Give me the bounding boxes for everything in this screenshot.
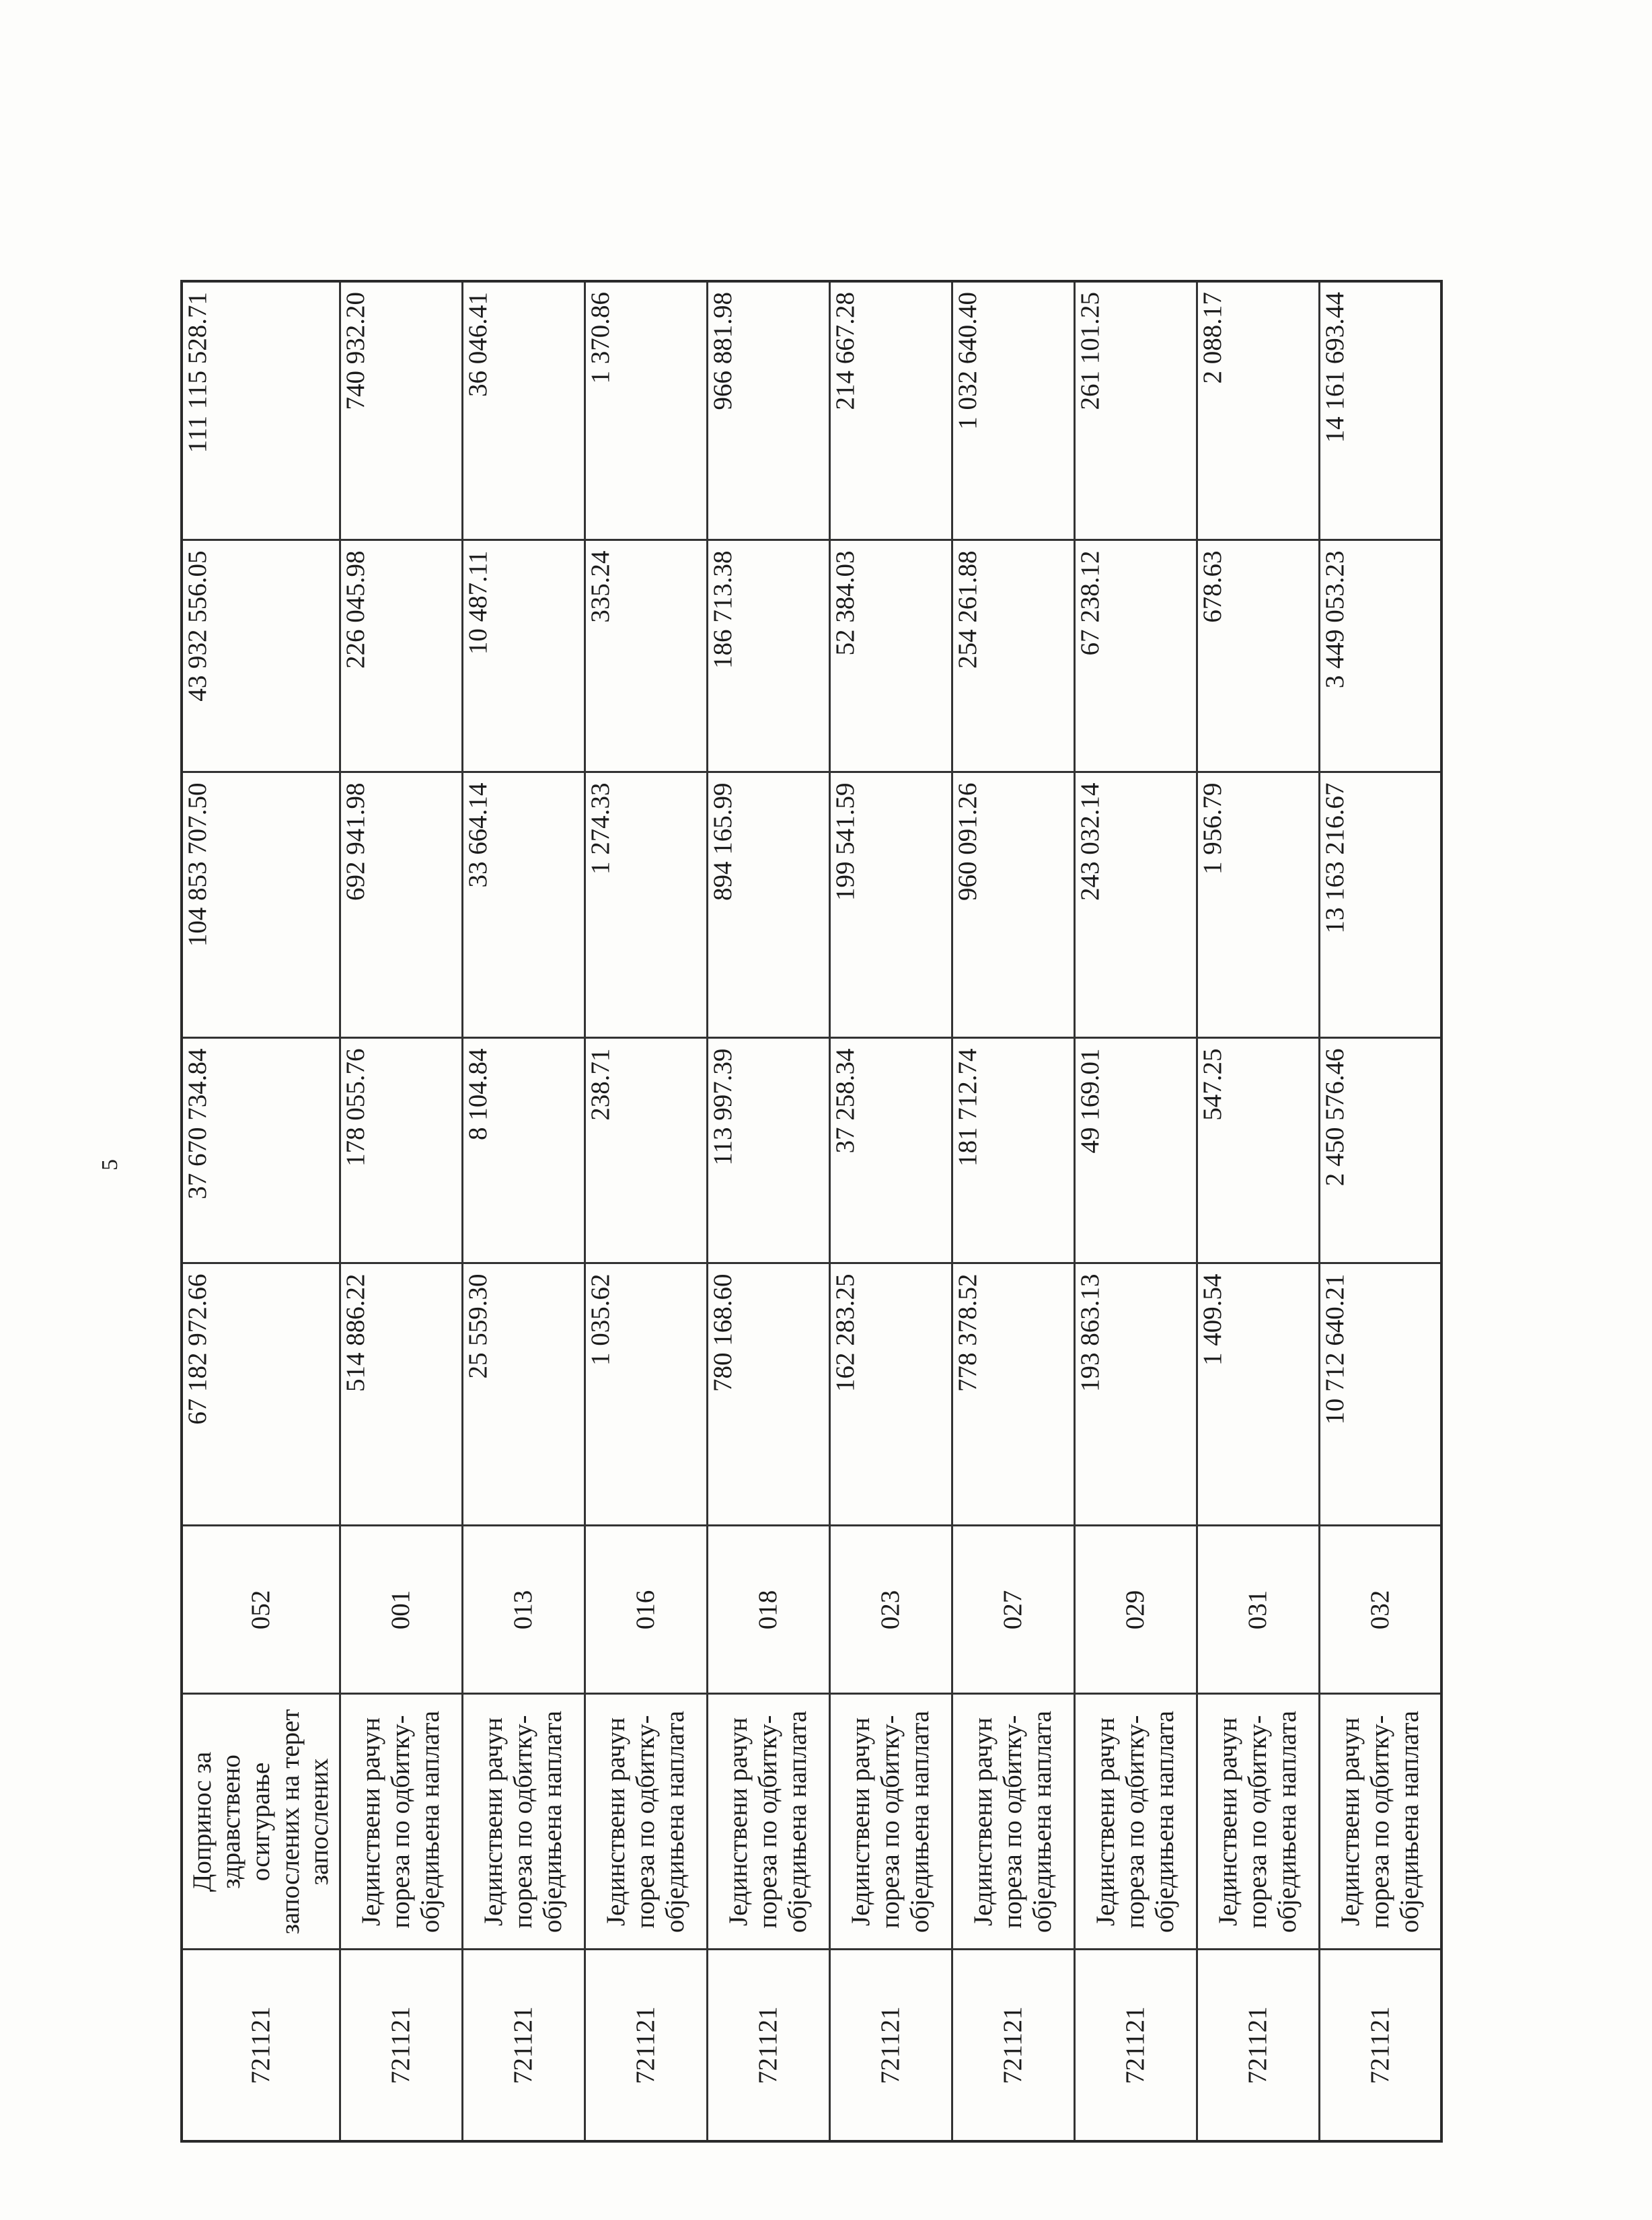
- code-cell: 023: [829, 1526, 952, 1694]
- code-cell: 016: [585, 1526, 707, 1694]
- value-cell: 2 088.17: [1197, 281, 1319, 540]
- table-row: [707, 281, 829, 2141]
- value-cell: 335.24: [585, 540, 707, 772]
- value-cell: 14 161 693.44: [1319, 281, 1441, 540]
- account-cell: 721121: [1074, 1950, 1197, 2141]
- value-cell: 254 261.88: [952, 540, 1074, 772]
- value-cell: 692 941.98: [340, 772, 462, 1038]
- value-cell: 113 997.39: [707, 1038, 829, 1263]
- table-row: [1319, 281, 1441, 2141]
- account-cell: 721121: [585, 1950, 707, 2141]
- code-cell: 027: [952, 1526, 1074, 1694]
- value-cell: 547.25: [1197, 1038, 1319, 1263]
- value-cell: 238.71: [585, 1038, 707, 1263]
- account-cell: 721121: [182, 1950, 340, 2141]
- value-cell: 111 115 528.71: [182, 281, 340, 540]
- value-cell: 25 559.30: [462, 1263, 585, 1526]
- value-cell: 1 370.86: [585, 281, 707, 540]
- value-cell: 67 238.12: [1074, 540, 1197, 772]
- table-row: [340, 281, 462, 2141]
- value-cell: 13 163 216.67: [1319, 772, 1441, 1038]
- value-cell: 3 449 053.23: [1319, 540, 1441, 772]
- value-cell: 1 274.33: [585, 772, 707, 1038]
- table-row: [952, 281, 1074, 2141]
- value-cell: 186 713.38: [707, 540, 829, 772]
- value-cell: 1 956.79: [1197, 772, 1319, 1038]
- value-cell: 966 881.98: [707, 281, 829, 540]
- value-cell: 33 664.14: [462, 772, 585, 1038]
- value-cell: 178 055.76: [340, 1038, 462, 1263]
- ledger-table: [180, 280, 1443, 2143]
- table-row: [182, 281, 340, 2141]
- table-row: [1074, 281, 1197, 2141]
- value-cell: 261 101.25: [1074, 281, 1197, 540]
- value-cell: 67 182 972.66: [182, 1263, 340, 1526]
- value-cell: 104 853 707.50: [182, 772, 340, 1038]
- value-cell: 1 409.54: [1197, 1263, 1319, 1526]
- account-cell: 721121: [462, 1950, 585, 2141]
- value-cell: 8 104.84: [462, 1038, 585, 1263]
- value-cell: 36 046.41: [462, 281, 585, 540]
- code-cell: 052: [182, 1526, 340, 1694]
- value-cell: 181 712.74: [952, 1038, 1074, 1263]
- ledger-table-wrapper: [180, 283, 1441, 2143]
- value-cell: 243 032.14: [1074, 772, 1197, 1038]
- code-cell: 029: [1074, 1526, 1197, 1694]
- account-cell: 721121: [829, 1950, 952, 2141]
- code-cell: 032: [1319, 1526, 1441, 1694]
- value-cell: 2 450 576.46: [1319, 1038, 1441, 1263]
- value-cell: 1 032 640.40: [952, 281, 1074, 540]
- page-number: 5: [98, 1159, 122, 1171]
- code-cell: 001: [340, 1526, 462, 1694]
- value-cell: 37 258.34: [829, 1038, 952, 1263]
- description-cell: Јединствени рачун пореза по одбитку-обједињена наплата: [707, 1694, 829, 1950]
- value-cell: 678.63: [1197, 540, 1319, 772]
- value-cell: 37 670 734.84: [182, 1038, 340, 1263]
- value-cell: 10 487.11: [462, 540, 585, 772]
- table-row: [1197, 281, 1319, 2141]
- value-cell: 43 932 556.05: [182, 540, 340, 772]
- value-cell: 740 932.20: [340, 281, 462, 540]
- description-cell: Јединствени рачун пореза по одбитку-обједињена наплата: [462, 1694, 585, 1950]
- value-cell: 514 886.22: [340, 1263, 462, 1526]
- description-cell: Допринос за здравствено осигурање запослених на терет запослених: [182, 1694, 340, 1950]
- value-cell: 193 863.13: [1074, 1263, 1197, 1526]
- value-cell: 10 712 640.21: [1319, 1263, 1441, 1526]
- table-row: [829, 281, 952, 2141]
- description-cell: Јединствени рачун пореза по одбитку-обједињена наплата: [1319, 1694, 1441, 1950]
- value-cell: 780 168.60: [707, 1263, 829, 1526]
- value-cell: 52 384.03: [829, 540, 952, 772]
- value-cell: 960 091.26: [952, 772, 1074, 1038]
- description-cell: Јединствени рачун пореза по одбитку-обједињена наплата: [829, 1694, 952, 1950]
- account-cell: 721121: [952, 1950, 1074, 2141]
- value-cell: 162 283.25: [829, 1263, 952, 1526]
- code-cell: 018: [707, 1526, 829, 1694]
- table-row: [585, 281, 707, 2141]
- account-cell: 721121: [340, 1950, 462, 2141]
- account-cell: 721121: [1197, 1950, 1319, 2141]
- value-cell: 49 169.01: [1074, 1038, 1197, 1263]
- description-cell: Јединствени рачун пореза по одбитку-обједињена наплата: [952, 1694, 1074, 1950]
- value-cell: 778 378.52: [952, 1263, 1074, 1526]
- value-cell: 214 667.28: [829, 281, 952, 540]
- description-cell: Јединствени рачун пореза по одбитку-обједињена наплата: [585, 1694, 707, 1950]
- value-cell: 894 165.99: [707, 772, 829, 1038]
- code-cell: 031: [1197, 1526, 1319, 1694]
- code-cell: 013: [462, 1526, 585, 1694]
- table-row: [462, 281, 585, 2141]
- value-cell: 226 045.98: [340, 540, 462, 772]
- description-cell: Јединствени рачун пореза по одбитку-обједињена наплата: [1197, 1694, 1319, 1950]
- value-cell: 199 541.59: [829, 772, 952, 1038]
- description-cell: Јединствени рачун пореза по одбитку-обједињена наплата: [340, 1694, 462, 1950]
- account-cell: 721121: [707, 1950, 829, 2141]
- value-cell: 1 035.62: [585, 1263, 707, 1526]
- description-cell: Јединствени рачун пореза по одбитку-обједињена наплата: [1074, 1694, 1197, 1950]
- account-cell: 721121: [1319, 1950, 1441, 2141]
